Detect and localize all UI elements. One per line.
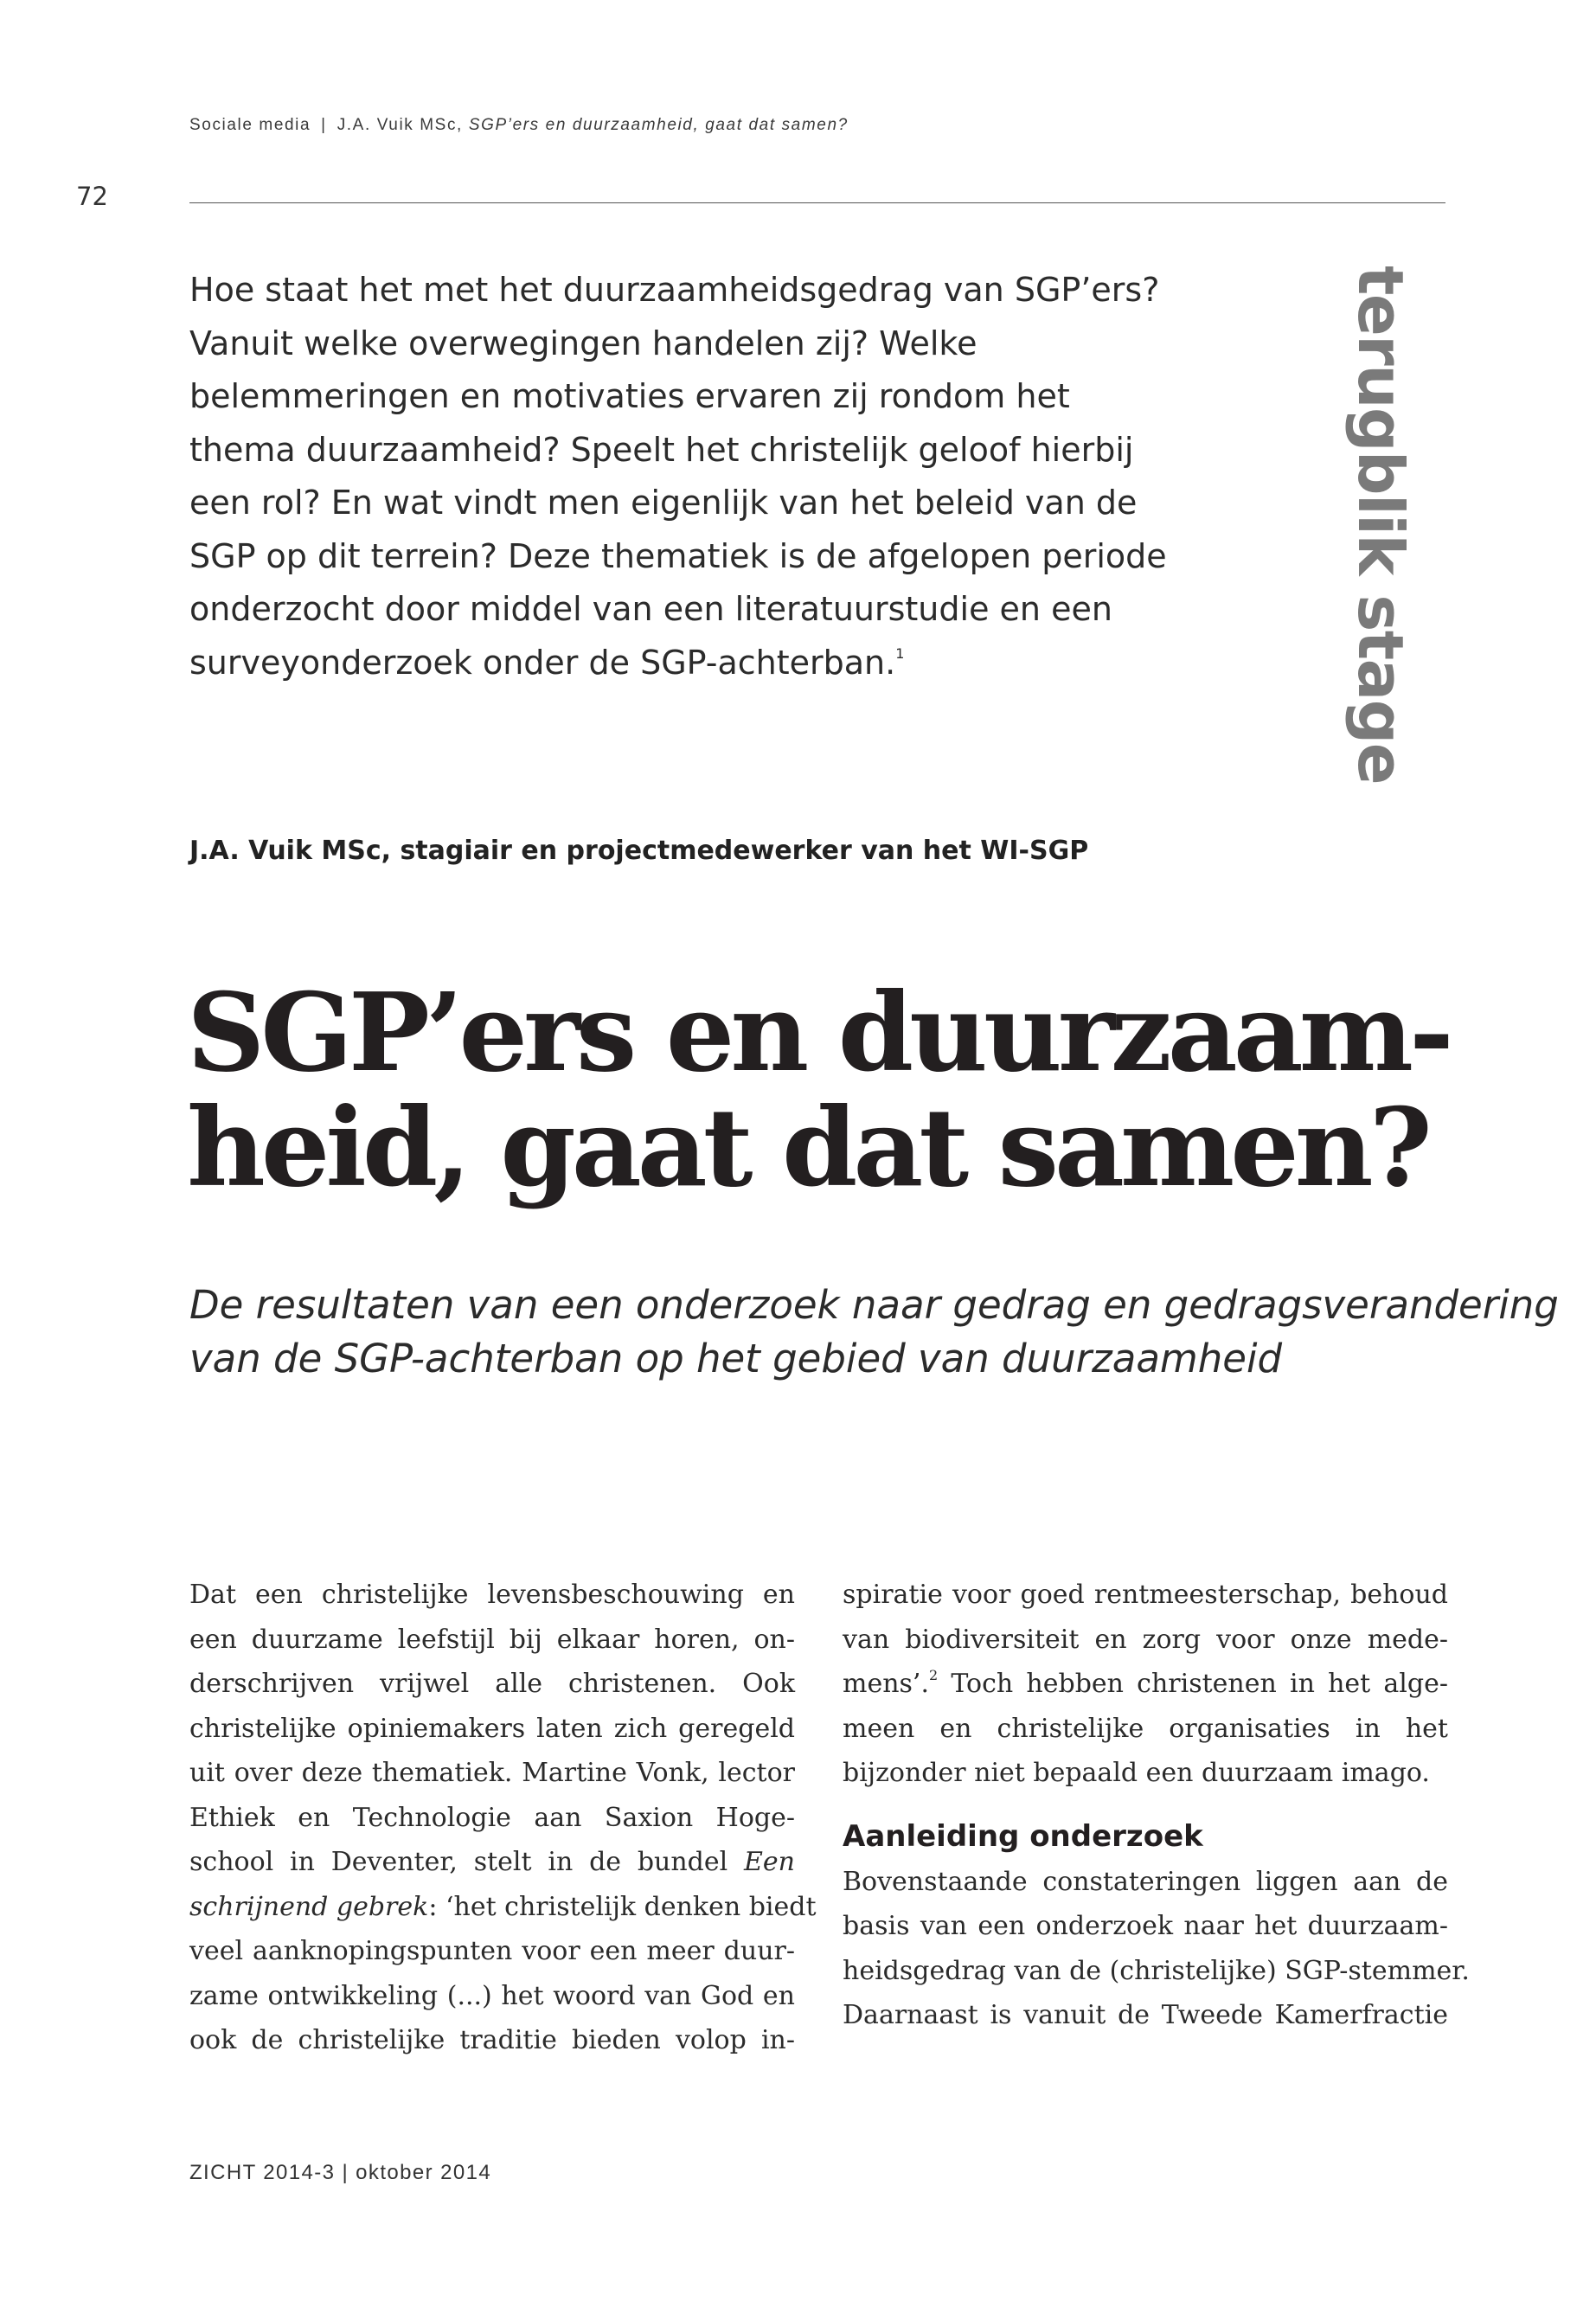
body-line: uit over deze thematiek. Martine Vonk, lector bbox=[189, 1758, 795, 1788]
body-line: spiratie voor goed rentmeesterschap, behoud bbox=[843, 1580, 1448, 1610]
body-line-with-book bbox=[189, 1885, 817, 1930]
page-footer: ZICHT 2014-3 | oktober 2014 bbox=[189, 2161, 492, 2184]
body-text: mens’. bbox=[843, 1669, 929, 1699]
body-line: Ethiek en Technologie aan Saxion Hoge- bbox=[189, 1802, 795, 1833]
running-header bbox=[189, 116, 849, 135]
body-line: zame ontwikkeling (...) het woord van God en bbox=[189, 1980, 795, 2011]
body-line: bijzonder niet bepaald een duurzaam imago. bbox=[843, 1758, 1430, 1788]
body-line: ook de christelijke traditie bieden volop in- bbox=[189, 2025, 795, 2055]
header-author: J.A. Vuik MSc, bbox=[337, 116, 463, 134]
body-column-1 bbox=[189, 1573, 817, 2063]
body-line: Bovenstaande constateringen liggen aan de bbox=[843, 1866, 1448, 1897]
article-subtitle bbox=[189, 1279, 1559, 1386]
body-line: meen en christelijke organisaties in het bbox=[843, 1713, 1448, 1744]
book-title: schrijnend gebrek bbox=[189, 1891, 429, 1922]
byline: J.A. Vuik MSc, stagiair en projectmedewerker van het WI-SGP bbox=[189, 836, 1089, 866]
body-line-with-footnote bbox=[843, 1662, 1448, 1707]
article-title bbox=[187, 970, 1467, 1211]
title-line-2: heid, gaat dat samen? bbox=[187, 1085, 1428, 1211]
intro-text: Hoe staat het met het duurzaamheidsgedrag van SGP’ers? Vanuit welke overwegingen handelen zij? Welke belemmeringen en motivaties ervaren zij rondom het thema duurzaamheid? Speelt het christelijk geloof hierbij een rol? En wat vindt men eigenlijk van het beleid van de SGP op dit terrein? Deze thematiek is de afgelopen periode onderzocht door middel van een literatuurstudie en een surveyonderzoek onder de SGP-achterban. bbox=[189, 271, 1167, 682]
body-line: derschrijven vrijwel alle christenen. Ook bbox=[189, 1669, 795, 1699]
book-title: Een bbox=[744, 1847, 795, 1877]
body-line: van biodiversiteit en zorg voor onze mede- bbox=[843, 1624, 1448, 1655]
intro-footnote-ref: 1 bbox=[895, 644, 905, 662]
subtitle-line-1: De resultaten van een onderzoek naar gedrag en gedragsverandering bbox=[189, 1282, 1559, 1328]
section-heading: Aanleiding onderzoek bbox=[843, 1818, 1203, 1854]
body-line: een duurzame leefstijl bij elkaar horen, on- bbox=[189, 1624, 795, 1655]
body-line: veel aanknopingspunten voor een meer duur- bbox=[189, 1936, 795, 1966]
body-line: Dat een christelijke levensbeschouwing en bbox=[189, 1580, 795, 1610]
footnote-ref: 2 bbox=[929, 1667, 939, 1683]
body-line: christelijke opiniemakers laten zich geregeld bbox=[189, 1713, 795, 1744]
body-line-with-book bbox=[189, 1840, 795, 1885]
body-text: : ‘het christelijk denken biedt bbox=[428, 1891, 817, 1922]
title-line-1: SGP’ers en duurzaam- bbox=[187, 970, 1450, 1096]
body-column-2 bbox=[843, 1573, 1470, 2038]
page-number: 72 bbox=[76, 182, 108, 211]
body-line: heidsgedrag van de (christelijke) SGP-stemmer. bbox=[843, 1955, 1470, 1986]
side-label: terugblik stage bbox=[1344, 266, 1417, 785]
body-text: school in Deventer, stelt in de bundel bbox=[189, 1847, 728, 1877]
header-separator: | bbox=[321, 116, 327, 134]
header-rule bbox=[189, 202, 1445, 203]
body-line: Daarnaast is vanuit de Tweede Kamerfractie bbox=[843, 2000, 1448, 2030]
intro-paragraph bbox=[189, 264, 1176, 689]
header-section: Sociale media bbox=[189, 116, 311, 134]
body-text: Toch hebben christenen in het alge- bbox=[938, 1669, 1448, 1699]
header-article-title: SGP’ers en duurzaamheid, gaat dat samen? bbox=[468, 116, 849, 134]
subtitle-line-2: van de SGP-achterban op het gebied van duurzaamheid bbox=[189, 1336, 1283, 1381]
body-line: basis van een onderzoek naar het duurzaam- bbox=[843, 1911, 1448, 1941]
